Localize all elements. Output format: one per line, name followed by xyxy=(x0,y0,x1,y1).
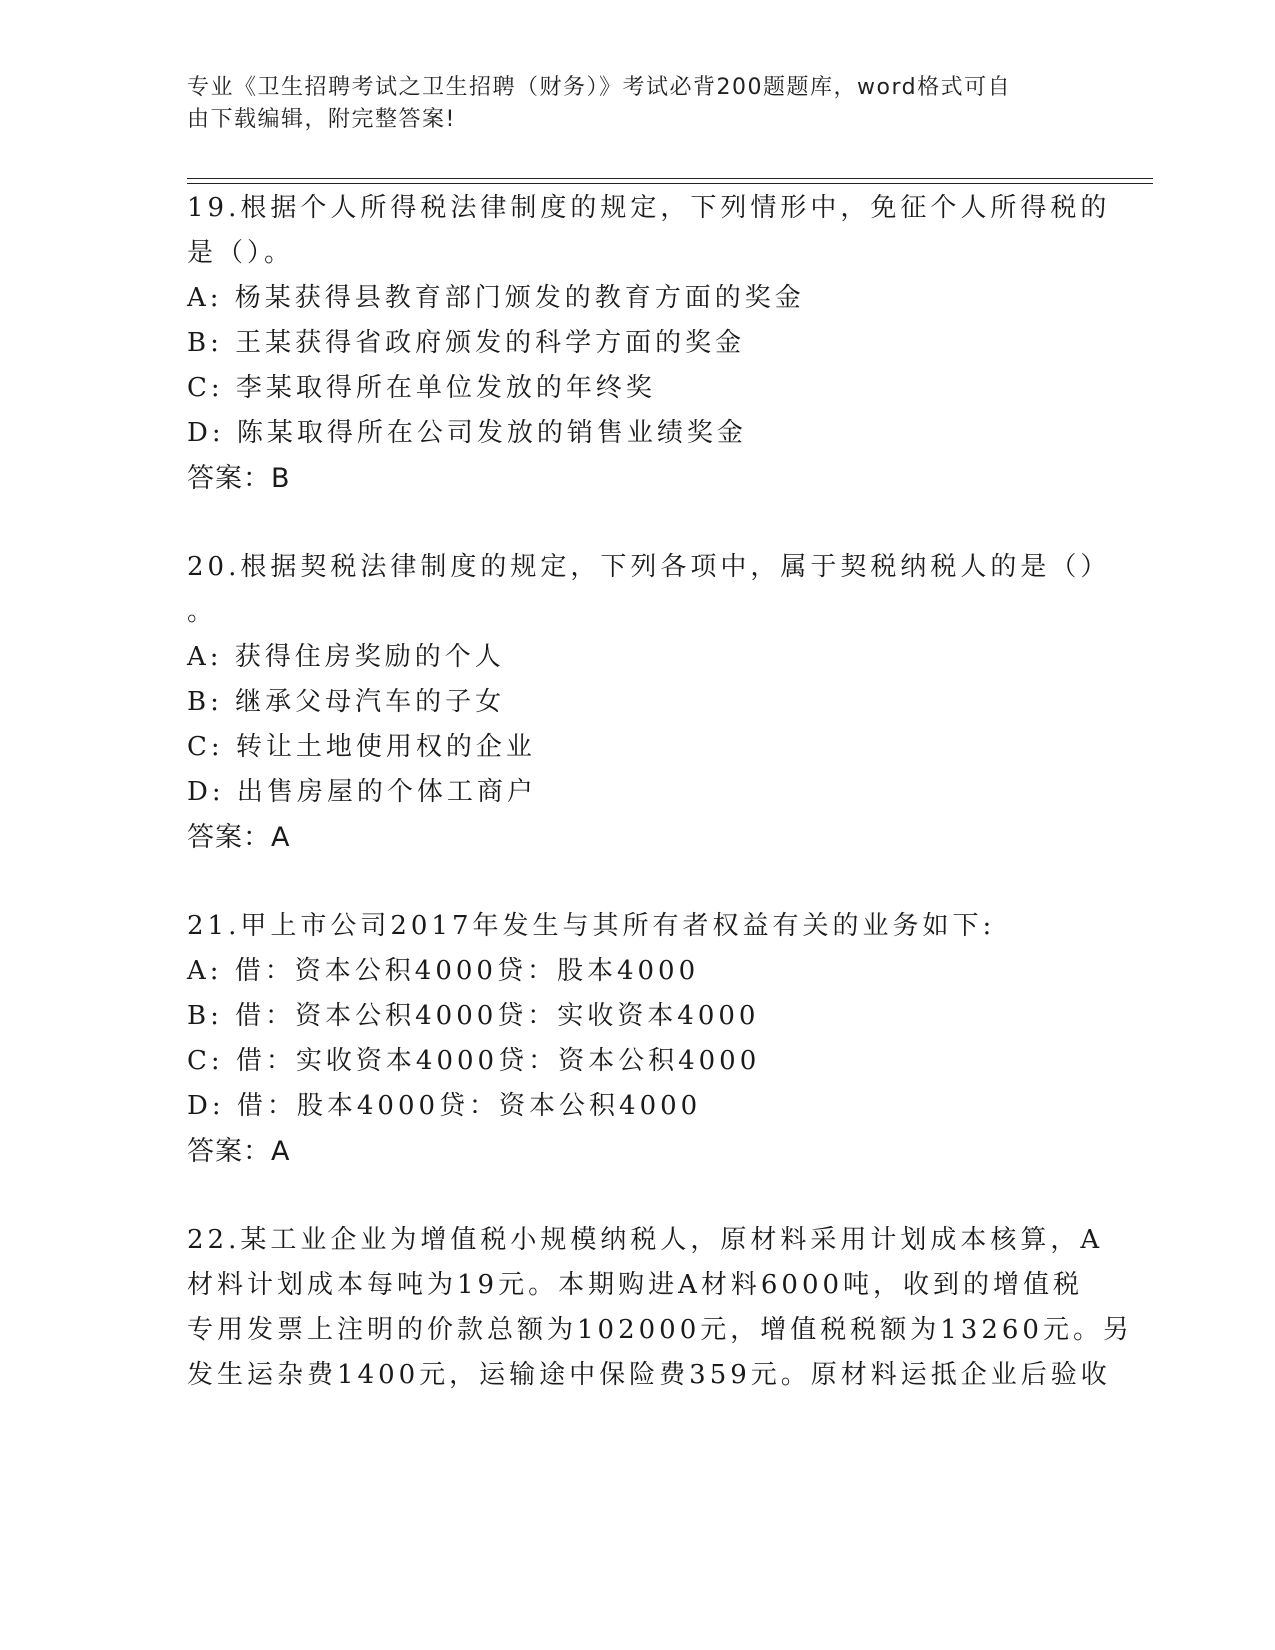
document-header xyxy=(187,72,1067,136)
question-22 xyxy=(187,1218,1133,1398)
header-line-2: 由下载编辑，附完整答案! xyxy=(187,107,456,132)
option-c: C: 转让土地使用权的企业 xyxy=(187,732,536,762)
question-19 xyxy=(187,186,1111,502)
option-d: D: 陈某取得所在公司发放的销售业绩奖金 xyxy=(187,418,747,448)
question-stem-line: 。 xyxy=(187,597,218,627)
question-list xyxy=(187,186,1133,1441)
option-b: B: 王某获得省政府颁发的科学方面的奖金 xyxy=(187,328,746,358)
question-stem-line: 20.根据契税法律制度的规定，下列各项中，属于契税纳税人的是（） xyxy=(187,552,1111,582)
question-20 xyxy=(187,545,1111,861)
option-c: C: 借：实收资本4000贷：资本公积4000 xyxy=(187,1046,761,1076)
option-a: A: 杨某获得县教育部门颁发的教育方面的奖金 xyxy=(187,283,805,313)
option-a: A: 借：资本公积4000贷：股本4000 xyxy=(187,956,700,986)
option-c: C: 李某取得所在单位发放的年终奖 xyxy=(187,373,656,403)
option-d: D: 出售房屋的个体工商户 xyxy=(187,777,537,807)
question-stem-line: 22.某工业企业为增值税小规模纳税人，原材料采用计划成本核算，A xyxy=(187,1225,1104,1255)
question-stem-line: 是（）。 xyxy=(187,238,295,268)
question-stem-line: 19.根据个人所得税法律制度的规定，下列情形中，免征个人所得税的 xyxy=(187,193,1111,223)
option-b: B: 借：资本公积4000贷：实收资本4000 xyxy=(187,1001,760,1031)
option-b: B: 继承父母汽车的子女 xyxy=(187,687,506,717)
answer-label: 答案：A xyxy=(187,1136,291,1167)
question-stem-line: 21.甲上市公司2017年发生与其所有者权益有关的业务如下: xyxy=(187,911,996,941)
question-21 xyxy=(187,904,1087,1175)
option-a: A: 获得住房奖励的个人 xyxy=(187,642,505,672)
answer-label: 答案：A xyxy=(187,822,291,853)
header-divider-bottom xyxy=(187,183,1153,184)
header-divider-top xyxy=(187,178,1153,179)
question-stem-line: 专用发票上注明的价款总额为102000元，增值税税额为13260元。另 xyxy=(187,1315,1133,1345)
question-stem-line: 材料计划成本每吨为19元。本期购进A材料6000吨，收到的增值税 xyxy=(187,1270,1084,1300)
answer-label: 答案：B xyxy=(187,463,291,494)
question-stem-line: 发生运杂费1400元，运输途中保险费359元。原材料运抵企业后验收 xyxy=(187,1360,1111,1390)
header-line-1: 专业《卫生招聘考试之卫生招聘（财务）》考试必背200题题库，word格式可自 xyxy=(187,75,1012,100)
option-d: D: 借：股本4000贷：资本公积4000 xyxy=(187,1091,702,1121)
